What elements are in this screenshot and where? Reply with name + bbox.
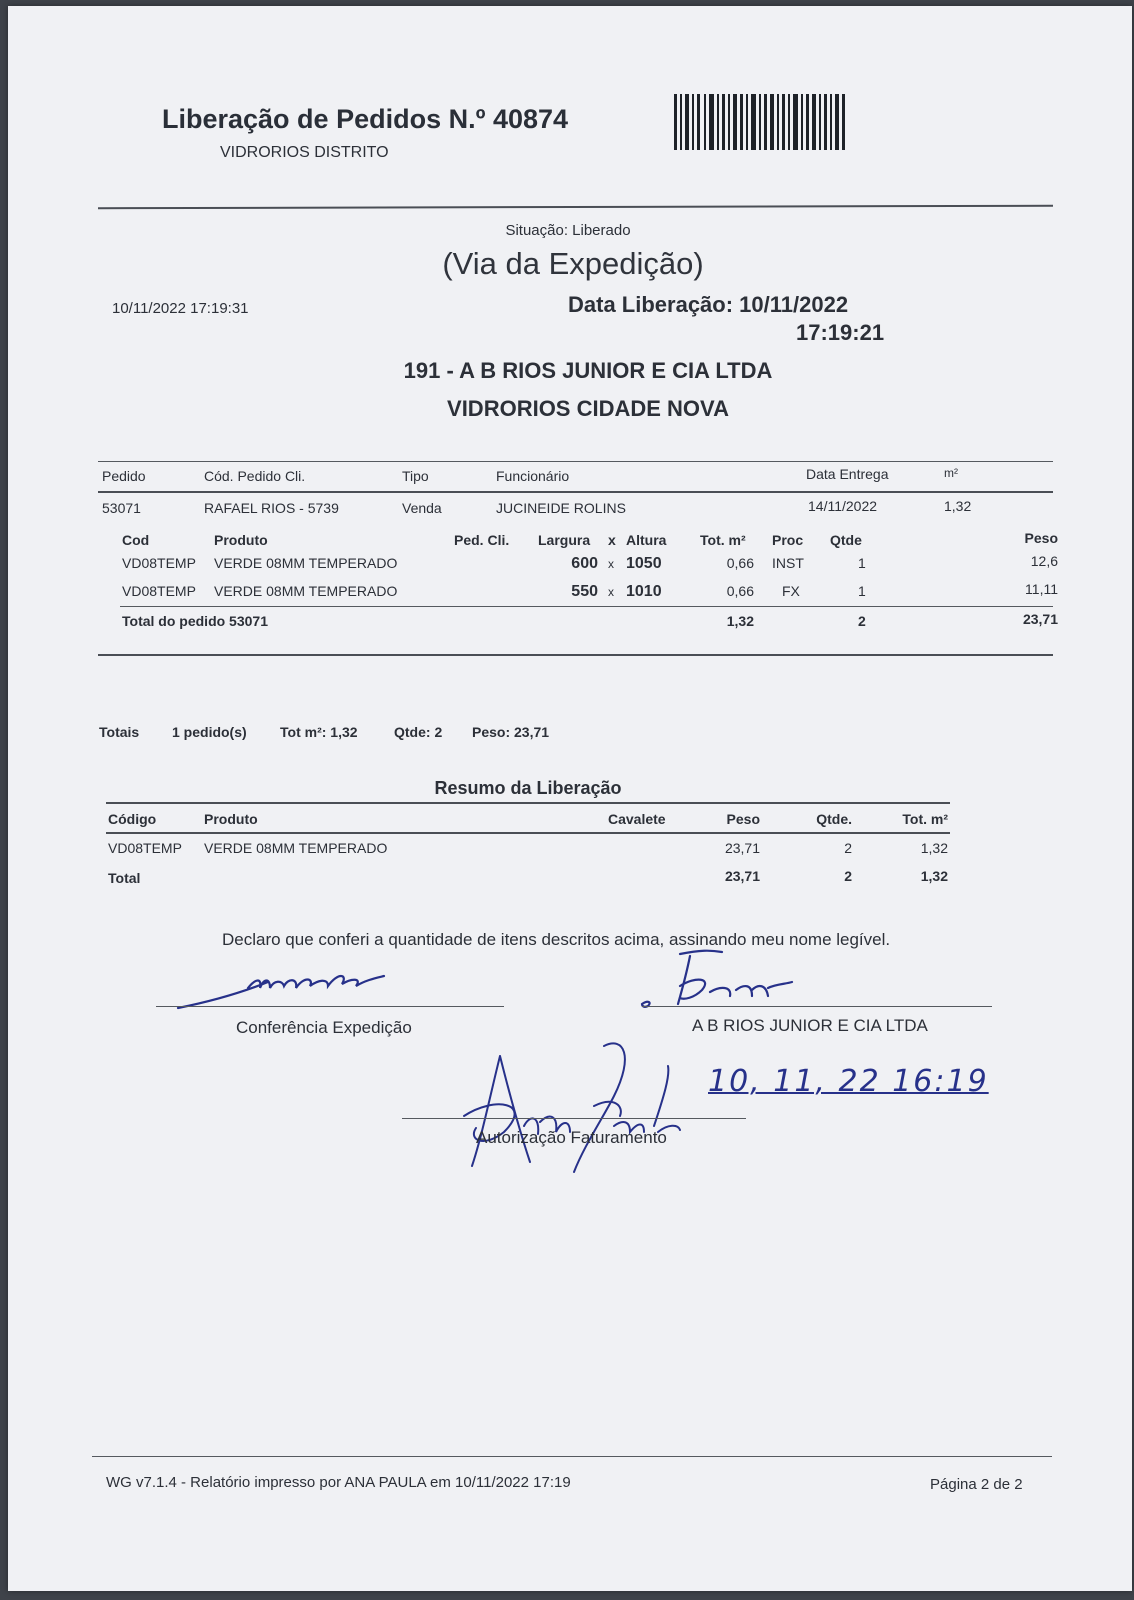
customer-name: 191 - A B RIOS JUNIOR E CIA LTDA — [403, 358, 773, 383]
employee-name: JUCINEIDE ROLINS — [496, 500, 626, 516]
order-total-qty: 2 — [858, 613, 866, 629]
signature-line-cliente — [642, 1006, 992, 1007]
summary-header-rule — [106, 832, 950, 834]
item-col-proc: Proc — [772, 532, 804, 548]
summary-col-qtde: Qtde. — [816, 811, 852, 827]
summary-code: VD08TEMP — [108, 840, 182, 856]
item-proc: INST — [772, 555, 804, 571]
summary-m2: 1,32 — [920, 840, 948, 856]
signature-cliente — [640, 946, 810, 1012]
summary-top-rule — [106, 802, 950, 804]
totals-weight: Peso: 23,71 — [472, 724, 550, 740]
footer-report-info: WG v7.1.4 - Relatório impresso por ANA PAULA em 10/11/2022 17:19 — [106, 1474, 571, 1491]
declaration-text: Declaro que conferi a quantidade de itens descritos acima, assinando meu nome legível. — [222, 930, 891, 949]
order-number: 53071 — [102, 500, 141, 516]
order-total-weight: 23,71 — [1022, 611, 1058, 627]
item-proc: FX — [782, 583, 800, 599]
summary-col-codigo: Código — [108, 811, 157, 827]
order-table-bottom-rule — [98, 654, 1053, 656]
item-col-largura: Largura — [538, 532, 591, 548]
item-product: VERDE 08MM TEMPERADO — [214, 583, 398, 599]
totals-m2: Tot m²: 1,32 — [280, 724, 358, 740]
handwritten-date: 10, 11, 22 16:19 — [708, 1064, 989, 1099]
release-time: 17:19:21 — [796, 320, 885, 345]
totals-qty: Qtde: 2 — [394, 724, 443, 740]
summary-col-cavalete: Cavalete — [608, 811, 666, 827]
item-height: 1010 — [626, 583, 662, 600]
item-col-cod: Cod — [122, 532, 150, 548]
summary-total-weight: 23,71 — [724, 868, 760, 884]
order-type: Venda — [402, 500, 442, 516]
summary-total-qty: 2 — [844, 868, 852, 884]
item-col-produto: Produto — [214, 532, 268, 548]
document-title: Liberação de Pedidos N.º 40874 — [162, 104, 569, 134]
item-col-peso: Peso — [1024, 530, 1058, 546]
col-m2: m² — [944, 466, 958, 480]
summary-title: Resumo da Liberação — [434, 778, 622, 798]
item-weight: 12,6 — [1030, 553, 1058, 569]
barcode — [674, 94, 846, 150]
summary-total-label: Total — [108, 870, 141, 886]
signature-label-cliente: A B RIOS JUNIOR E CIA LTDA — [692, 1016, 928, 1035]
signature-line-expedicao — [156, 1006, 504, 1007]
summary-col-peso: Peso — [726, 811, 760, 827]
printed-at: 10/11/2022 17:19:31 — [112, 300, 249, 317]
totals-orders: 1 pedido(s) — [172, 724, 247, 740]
order-m2: 1,32 — [944, 498, 972, 514]
signature-autorizacao — [454, 1036, 694, 1176]
delivery-date: 14/11/2022 — [808, 498, 878, 514]
signature-label-autorizacao: Autorização Faturamento — [476, 1128, 667, 1147]
item-width: 550 — [571, 583, 598, 600]
signature-line-autorizacao — [402, 1118, 746, 1119]
item-tot-m2: 0,66 — [726, 583, 754, 599]
document-page — [8, 6, 1132, 1591]
col-cod-pedido-cli: Cód. Pedido Cli. — [204, 468, 306, 484]
item-col-altura: Altura — [626, 532, 667, 548]
summary-weight: 23,71 — [724, 840, 760, 856]
order-header-rule — [98, 491, 1053, 493]
col-tipo: Tipo — [402, 468, 429, 484]
item-col-x: x — [608, 532, 616, 548]
item-col-qtde: Qtde — [830, 532, 862, 548]
item-col-tot-m2: Tot. m² — [700, 532, 746, 548]
item-qty: 1 — [858, 555, 866, 571]
summary-product: VERDE 08MM TEMPERADO — [204, 840, 388, 856]
company-subtitle: VIDRORIOS DISTRITO — [220, 144, 389, 161]
col-data-entrega: Data Entrega — [806, 466, 889, 482]
copy-label: (Via da Expedição) — [442, 246, 704, 281]
col-funcionario: Funcionário — [496, 468, 570, 484]
item-weight: 11,11 — [1025, 581, 1058, 597]
item-x: x — [608, 585, 614, 599]
order-table-top-rule — [98, 461, 1053, 462]
summary-col-tot-m2: Tot. m² — [902, 811, 948, 827]
summary-qty: 2 — [844, 840, 852, 856]
item-qty: 1 — [858, 583, 866, 599]
item-height: 1050 — [626, 555, 662, 572]
release-date: Data Liberação: 10/11/2022 — [568, 292, 849, 317]
order-total-m2: 1,32 — [726, 613, 754, 629]
item-col-ped-cli: Ped. Cli. — [454, 532, 510, 548]
item-code: VD08TEMP — [122, 583, 196, 599]
order-total-label: Total do pedido 53071 — [122, 613, 268, 629]
item-width: 600 — [571, 555, 598, 572]
item-product: VERDE 08MM TEMPERADO — [214, 555, 398, 571]
totals-label: Totais — [99, 724, 140, 740]
client-order-code: RAFAEL RIOS - 5739 — [204, 500, 339, 516]
items-total-rule — [120, 606, 1053, 607]
item-x: x — [608, 557, 614, 571]
header-divider — [98, 205, 1053, 210]
customer-store: VIDRORIOS CIDADE NOVA — [447, 396, 729, 421]
item-code: VD08TEMP — [122, 555, 196, 571]
signature-label-expedicao: Conferência Expedição — [236, 1018, 412, 1037]
situation-label: Situação: Liberado — [505, 222, 631, 239]
item-tot-m2: 0,66 — [726, 555, 754, 571]
summary-col-produto: Produto — [204, 811, 258, 827]
col-pedido: Pedido — [102, 468, 146, 484]
footer-page-number: Página 2 de 2 — [930, 1476, 1023, 1493]
footer-rule — [92, 1456, 1052, 1457]
summary-total-m2: 1,32 — [920, 868, 948, 884]
